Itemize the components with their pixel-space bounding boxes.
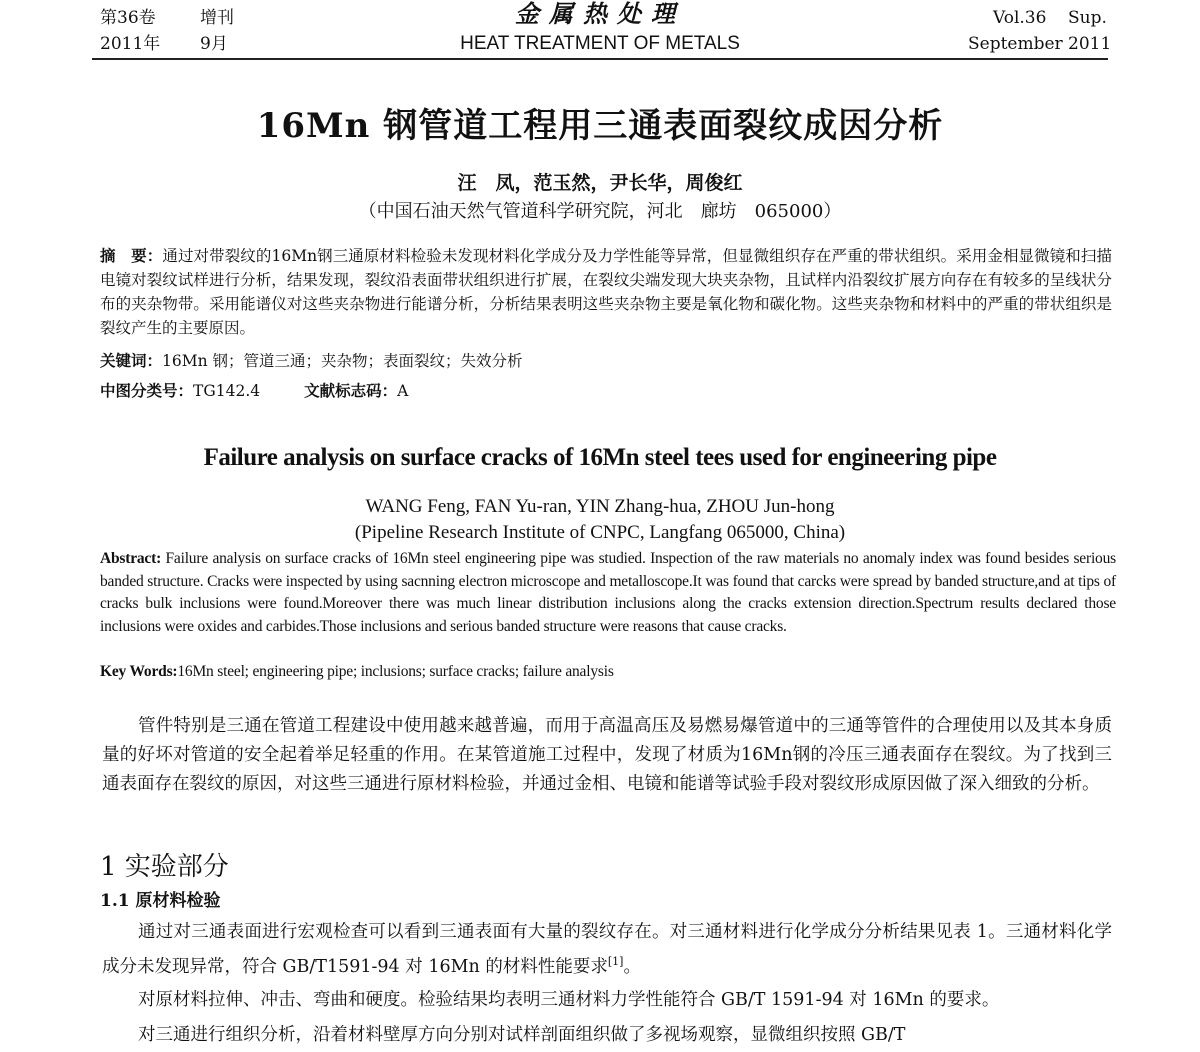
paper-title-cn: 16Mn 钢管道工程用三通表面裂纹成因分析: [256, 106, 944, 146]
keywords-en: [100, 661, 1116, 684]
header-issue-en: Sup.: [1068, 8, 1107, 28]
header-volume-cn: 第36卷: [100, 8, 156, 28]
abstract-cn-text: 通过对带裂纹的16Mn钢三通原材料检验未发现材料化学成分及力学性能等异常，但显微组织存在严重的带状组织。采用金相显微镜和扫描电镜对裂纹试样进行分析，结果发现，裂纹沿表面带状组织进行扩展，在裂纹尖端发现大块夹杂物，且试样内沿裂纹扩展方向存在有较多的呈线状分布的夹杂物带。采用能谱仪对这些夹杂物进行能谱分析，分析结果表明这些夹杂物主要是氧化物和碳化物。这些夹杂物和材料中的严重的带状组织是裂纹产生的主要原因。: [100, 247, 1112, 337]
affiliation-en: (Pipeline Research Institute of CNPC, Langfang 065000, China): [354, 522, 846, 543]
header-year-en: 2011: [1068, 34, 1112, 54]
doc-code-label: 文献标志码：: [304, 381, 398, 400]
header-year-cn: 2011年: [100, 34, 161, 54]
header-month-en: September: [968, 34, 1063, 54]
journal-logo-cn: 金属热处理: [515, 0, 685, 28]
clc-value: TG142.4: [193, 382, 261, 400]
abstract-en-text: Failure analysis on surface cracks of 16Mn steel engineering pipe was studied. Inspection of the raw materials no anomaly index was found besides serious banded structure. Cracks were inspected by using sacnning electron microscope and metalloscope.It was found that carcks were spread by banded structure,and at tips of cracks bulk inclusions were found.Moreover there was much linear distribution inclusions along the cracks extension direction.Spectrum results declared those inclusions were oxides and carbides.Those inclusions and serious banded structure were reasons that cause cracks.: [100, 550, 1116, 635]
keywords-cn: [100, 349, 1112, 373]
header-issue-cn: 增刊: [200, 8, 234, 28]
header-volume-en: Vol.36: [993, 8, 1047, 28]
abstract-cn: [100, 244, 1112, 340]
header-month-cn: 9月: [200, 34, 228, 54]
paper-title-en: Failure analysis on surface cracks of 16Mn steel tees used for engineering pipe: [203, 444, 997, 471]
body-paragraph-1-text: 通过对三通表面进行宏观检查可以看到三通表面有大量的裂纹存在。对三通材料进行化学成分分析结果见表 1。三通材料化学成分未发现异常，符合 GB/T1591-94 对 16Mn 的材料性能要求: [102, 922, 1112, 977]
body-paragraph-1-end: 。: [623, 956, 641, 977]
subsection-heading: 1.1 原材料检验: [100, 891, 221, 911]
keywords-cn-text: 16Mn 钢；管道三通；夹杂物；表面裂纹；失效分析: [162, 352, 523, 370]
keywords-cn-label: 关键词：: [100, 351, 163, 370]
body-paragraph-1: [102, 918, 1112, 982]
journal-name-en: HEAT TREATMENT OF METALS: [460, 33, 740, 54]
intro-paragraph: 管件特别是三通在管道工程建设中使用越来越普遍，而用于高温高压及易燃易爆管道中的三通等管件的合理使用以及其本身质量的好坏对管道的安全起着举足轻重的作用。在某管道施工过程中，发现了材质为16Mn钢的冷压三通表面存在裂纹。为了找到三通表面存在裂纹的原因，对这些三通进行原材料检验，并通过金相、电镜和能谱等试验手段对裂纹形成原因做了深入细致的分析。: [102, 716, 1112, 794]
citation-ref: [1]: [607, 955, 624, 968]
doc-code-value: A: [397, 382, 409, 400]
abstract-en: [100, 548, 1116, 638]
header-rule: [92, 58, 1108, 60]
authors-cn: 汪 凤，范玉然，尹长华，周俊红: [457, 172, 743, 194]
abstract-en-label: Abstract:: [100, 550, 162, 567]
body-paragraph-3: 对三通进行组织分析，沿着材料壁厚方向分别对试样剖面组织做了多视场观察，显微组织按照 GB/T: [138, 1025, 906, 1045]
body-paragraph-2: 对原材料拉伸、冲击、弯曲和硬度。检验结果均表明三通材料力学性能符合 GB/T 1591-94 对 16Mn 的要求。: [138, 990, 1000, 1010]
authors-en: WANG Feng, FAN Yu-ran, YIN Zhang-hua, ZHOU Jun-hong: [365, 496, 835, 517]
section-heading: 1 实验部分: [100, 852, 229, 882]
keywords-en-label: Key Words:: [100, 663, 178, 680]
affiliation-cn: （中国石油天然气管道科学研究院，河北 廊坊 065000）: [358, 201, 842, 222]
keywords-en-text: 16Mn steel; engineering pipe; inclusions; surface cracks; failure analysis: [177, 663, 614, 680]
abstract-cn-label: 摘 要：: [100, 246, 163, 265]
classification-line: [100, 379, 1112, 403]
clc-label: 中图分类号：: [100, 381, 194, 400]
